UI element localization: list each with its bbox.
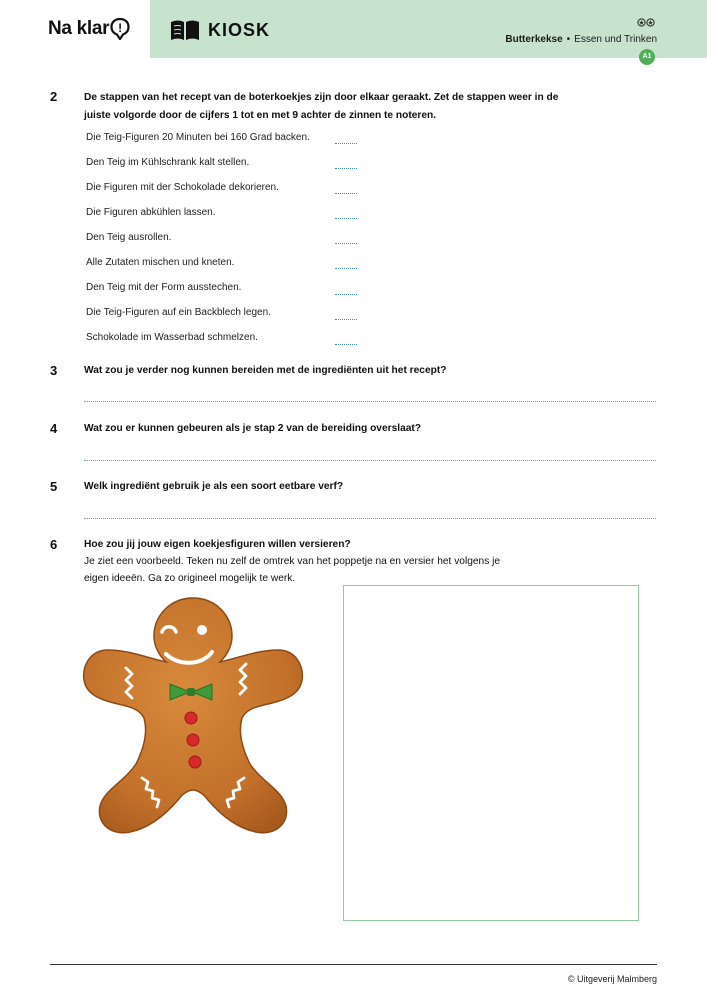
two-stars-icon [637, 18, 655, 29]
step-answer-blank[interactable] [335, 143, 357, 144]
step-answer-blank[interactable] [335, 268, 357, 269]
open-book-icon [170, 19, 200, 41]
question-2-line-1: De stappen van het recept van de boterkoekjes zijn door elkaar geraakt. Zet de stappen weer in de [84, 92, 559, 103]
question-5-text: Welk ingrediënt gebruik je als een soort eetbare verf? [84, 481, 344, 492]
question-5-answer-line[interactable] [84, 518, 656, 519]
question-3-number: 3 [50, 363, 58, 378]
step-item: Die Teig-Figuren 20 Minuten bei 160 Grad backen. [86, 132, 310, 143]
question-2-line-2: juiste volgorde door de cijfers 1 tot en met 9 achter de zinnen te noteren. [84, 110, 437, 121]
question-6-instructions [84, 553, 644, 587]
breadcrumb [505, 34, 657, 45]
question-5-number: 5 [50, 479, 58, 494]
question-4-answer-line[interactable] [84, 460, 656, 461]
level-badge: A1 [639, 49, 655, 65]
footer-divider [50, 964, 657, 965]
question-4-text: Wat zou er kunnen gebeuren als je stap 2 van de bereiding overslaat? [84, 423, 422, 434]
step-item: Die Teig-Figuren auf ein Backblech legen. [86, 307, 271, 318]
breadcrumb-separator: • [566, 34, 571, 45]
question-3-text: Wat zou je verder nog kunnen bereiden met de ingrediënten uit het recept? [84, 365, 447, 376]
question-6-line-2: eigen ideeën. Ga zo origineel mogelijk te werk. [84, 573, 296, 584]
drawing-area[interactable] [343, 585, 639, 921]
question-6-number: 6 [50, 537, 58, 552]
step-item: Den Teig ausrollen. [86, 232, 172, 243]
step-item: Schokolade im Wasserbad schmelzen. [86, 332, 258, 343]
gingerbread-man-image [78, 592, 308, 838]
speech-bubble-icon [110, 18, 130, 40]
step-answer-blank[interactable] [335, 294, 357, 295]
step-item: Die Figuren mit der Schokolade dekorieren. [86, 182, 279, 193]
question-2-text [84, 89, 644, 125]
step-answer-blank[interactable] [335, 168, 357, 169]
question-6-text: Hoe zou jij jouw eigen koekjesfiguren willen versieren? [84, 539, 351, 550]
question-2-number: 2 [50, 89, 58, 104]
step-answer-blank[interactable] [335, 218, 357, 219]
question-3-answer-line[interactable] [84, 401, 656, 402]
step-item: Den Teig im Kühlschrank kalt stellen. [86, 157, 250, 168]
question-6-line-1: Je ziet een voorbeeld. Teken nu zelf de omtrek van het poppetje na en versier het volgens je [84, 556, 501, 567]
step-item: Alle Zutaten mischen und kneten. [86, 257, 235, 268]
brand-logo [48, 18, 130, 40]
kiosk-logo [170, 19, 270, 41]
question-4-number: 4 [50, 421, 58, 436]
step-answer-blank[interactable] [335, 344, 357, 345]
brand-mark: ! [118, 21, 123, 35]
step-item: Den Teig mit der Form ausstechen. [86, 282, 242, 293]
kiosk-title: KIOSK [208, 19, 271, 40]
step-answer-blank[interactable] [335, 243, 357, 244]
breadcrumb-topic: Butterkekse [505, 34, 563, 45]
step-answer-blank[interactable] [335, 193, 357, 194]
step-item: Die Figuren abkühlen lassen. [86, 207, 216, 218]
brand-name: Na klar [48, 18, 110, 39]
step-answer-blank[interactable] [335, 319, 357, 320]
copyright-text: © Uitgeverij Malmberg [567, 974, 657, 984]
breadcrumb-theme: Essen und Trinken [574, 34, 657, 45]
